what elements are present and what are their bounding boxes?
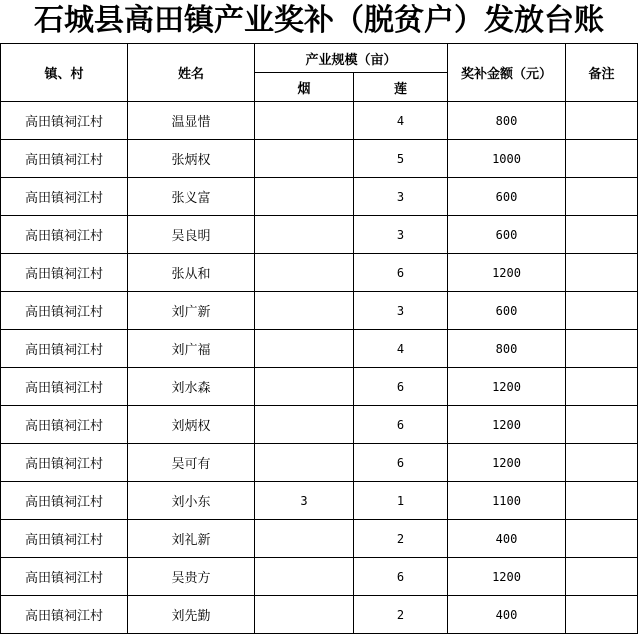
cell-name: 张从和 [128, 254, 255, 292]
table-body [1, 102, 638, 634]
cell-amount: 600 [448, 178, 566, 216]
table-row [1, 102, 638, 140]
cell-village: 高田镇祠江村 [1, 368, 128, 406]
header-industry-scale: 产业规模（亩） [255, 44, 448, 73]
cell-tobacco [255, 596, 354, 634]
cell-tobacco [255, 178, 354, 216]
cell-lotus: 4 [354, 330, 448, 368]
cell-name: 刘先勤 [128, 596, 255, 634]
cell-remark [566, 178, 638, 216]
cell-village: 高田镇祠江村 [1, 102, 128, 140]
cell-amount: 600 [448, 216, 566, 254]
cell-tobacco [255, 140, 354, 178]
header-name: 姓名 [128, 44, 255, 102]
table-row [1, 482, 638, 520]
cell-name: 吴良明 [128, 216, 255, 254]
table-row [1, 444, 638, 482]
cell-tobacco [255, 368, 354, 406]
cell-amount: 400 [448, 596, 566, 634]
cell-village: 高田镇祠江村 [1, 140, 128, 178]
cell-lotus: 4 [354, 102, 448, 140]
cell-village: 高田镇祠江村 [1, 596, 128, 634]
cell-lotus: 6 [354, 444, 448, 482]
cell-lotus: 6 [354, 406, 448, 444]
cell-tobacco [255, 254, 354, 292]
cell-name: 张炳权 [128, 140, 255, 178]
cell-tobacco [255, 520, 354, 558]
cell-village: 高田镇祠江村 [1, 216, 128, 254]
cell-tobacco [255, 216, 354, 254]
cell-lotus: 2 [354, 596, 448, 634]
cell-amount: 1200 [448, 254, 566, 292]
cell-remark [566, 596, 638, 634]
cell-tobacco [255, 102, 354, 140]
cell-lotus: 1 [354, 482, 448, 520]
header-lotus: 莲 [354, 73, 448, 102]
header-town-village: 镇、村 [1, 44, 128, 102]
cell-name: 刘广福 [128, 330, 255, 368]
cell-name: 刘小东 [128, 482, 255, 520]
document-title: 石城县高田镇产业奖补（脱贫户）发放台账 [34, 3, 604, 38]
table-row [1, 368, 638, 406]
cell-village: 高田镇祠江村 [1, 292, 128, 330]
cell-remark [566, 482, 638, 520]
cell-village: 高田镇祠江村 [1, 482, 128, 520]
cell-name: 吴贵方 [128, 558, 255, 596]
cell-name: 刘水森 [128, 368, 255, 406]
cell-amount: 400 [448, 520, 566, 558]
cell-tobacco: 3 [255, 482, 354, 520]
cell-remark [566, 140, 638, 178]
cell-tobacco [255, 558, 354, 596]
cell-amount: 800 [448, 330, 566, 368]
cell-lotus: 6 [354, 558, 448, 596]
cell-village: 高田镇祠江村 [1, 444, 128, 482]
cell-amount: 1000 [448, 140, 566, 178]
cell-lotus: 5 [354, 140, 448, 178]
cell-lotus: 6 [354, 368, 448, 406]
table-row [1, 254, 638, 292]
cell-remark [566, 330, 638, 368]
cell-remark [566, 520, 638, 558]
cell-amount: 1200 [448, 444, 566, 482]
table-row [1, 216, 638, 254]
cell-village: 高田镇祠江村 [1, 406, 128, 444]
subsidy-ledger-table [0, 43, 638, 634]
cell-lotus: 3 [354, 292, 448, 330]
cell-village: 高田镇祠江村 [1, 178, 128, 216]
header-subsidy-amount: 奖补金额（元） [448, 44, 566, 102]
cell-name: 刘炳权 [128, 406, 255, 444]
cell-lotus: 3 [354, 178, 448, 216]
cell-name: 吴可有 [128, 444, 255, 482]
cell-name: 温显惜 [128, 102, 255, 140]
table-row [1, 520, 638, 558]
cell-village: 高田镇祠江村 [1, 330, 128, 368]
header-remark: 备注 [566, 44, 638, 102]
table-row [1, 406, 638, 444]
cell-remark [566, 444, 638, 482]
cell-lotus: 3 [354, 216, 448, 254]
cell-tobacco [255, 330, 354, 368]
cell-village: 高田镇祠江村 [1, 520, 128, 558]
cell-amount: 1100 [448, 482, 566, 520]
cell-remark [566, 368, 638, 406]
table-row [1, 292, 638, 330]
cell-tobacco [255, 406, 354, 444]
cell-tobacco [255, 444, 354, 482]
table-row [1, 178, 638, 216]
cell-amount: 1200 [448, 368, 566, 406]
cell-remark [566, 406, 638, 444]
table-row [1, 596, 638, 634]
cell-name: 张义富 [128, 178, 255, 216]
cell-remark [566, 216, 638, 254]
table-row [1, 140, 638, 178]
cell-remark [566, 254, 638, 292]
cell-name: 刘礼新 [128, 520, 255, 558]
header-tobacco: 烟 [255, 73, 354, 102]
cell-lotus: 6 [354, 254, 448, 292]
cell-tobacco [255, 292, 354, 330]
cell-name: 刘广新 [128, 292, 255, 330]
cell-amount: 1200 [448, 558, 566, 596]
cell-amount: 600 [448, 292, 566, 330]
cell-lotus: 2 [354, 520, 448, 558]
cell-village: 高田镇祠江村 [1, 558, 128, 596]
table-row [1, 558, 638, 596]
cell-remark [566, 102, 638, 140]
cell-amount: 1200 [448, 406, 566, 444]
cell-remark [566, 292, 638, 330]
cell-remark [566, 558, 638, 596]
cell-amount: 800 [448, 102, 566, 140]
cell-village: 高田镇祠江村 [1, 254, 128, 292]
table-row [1, 330, 638, 368]
